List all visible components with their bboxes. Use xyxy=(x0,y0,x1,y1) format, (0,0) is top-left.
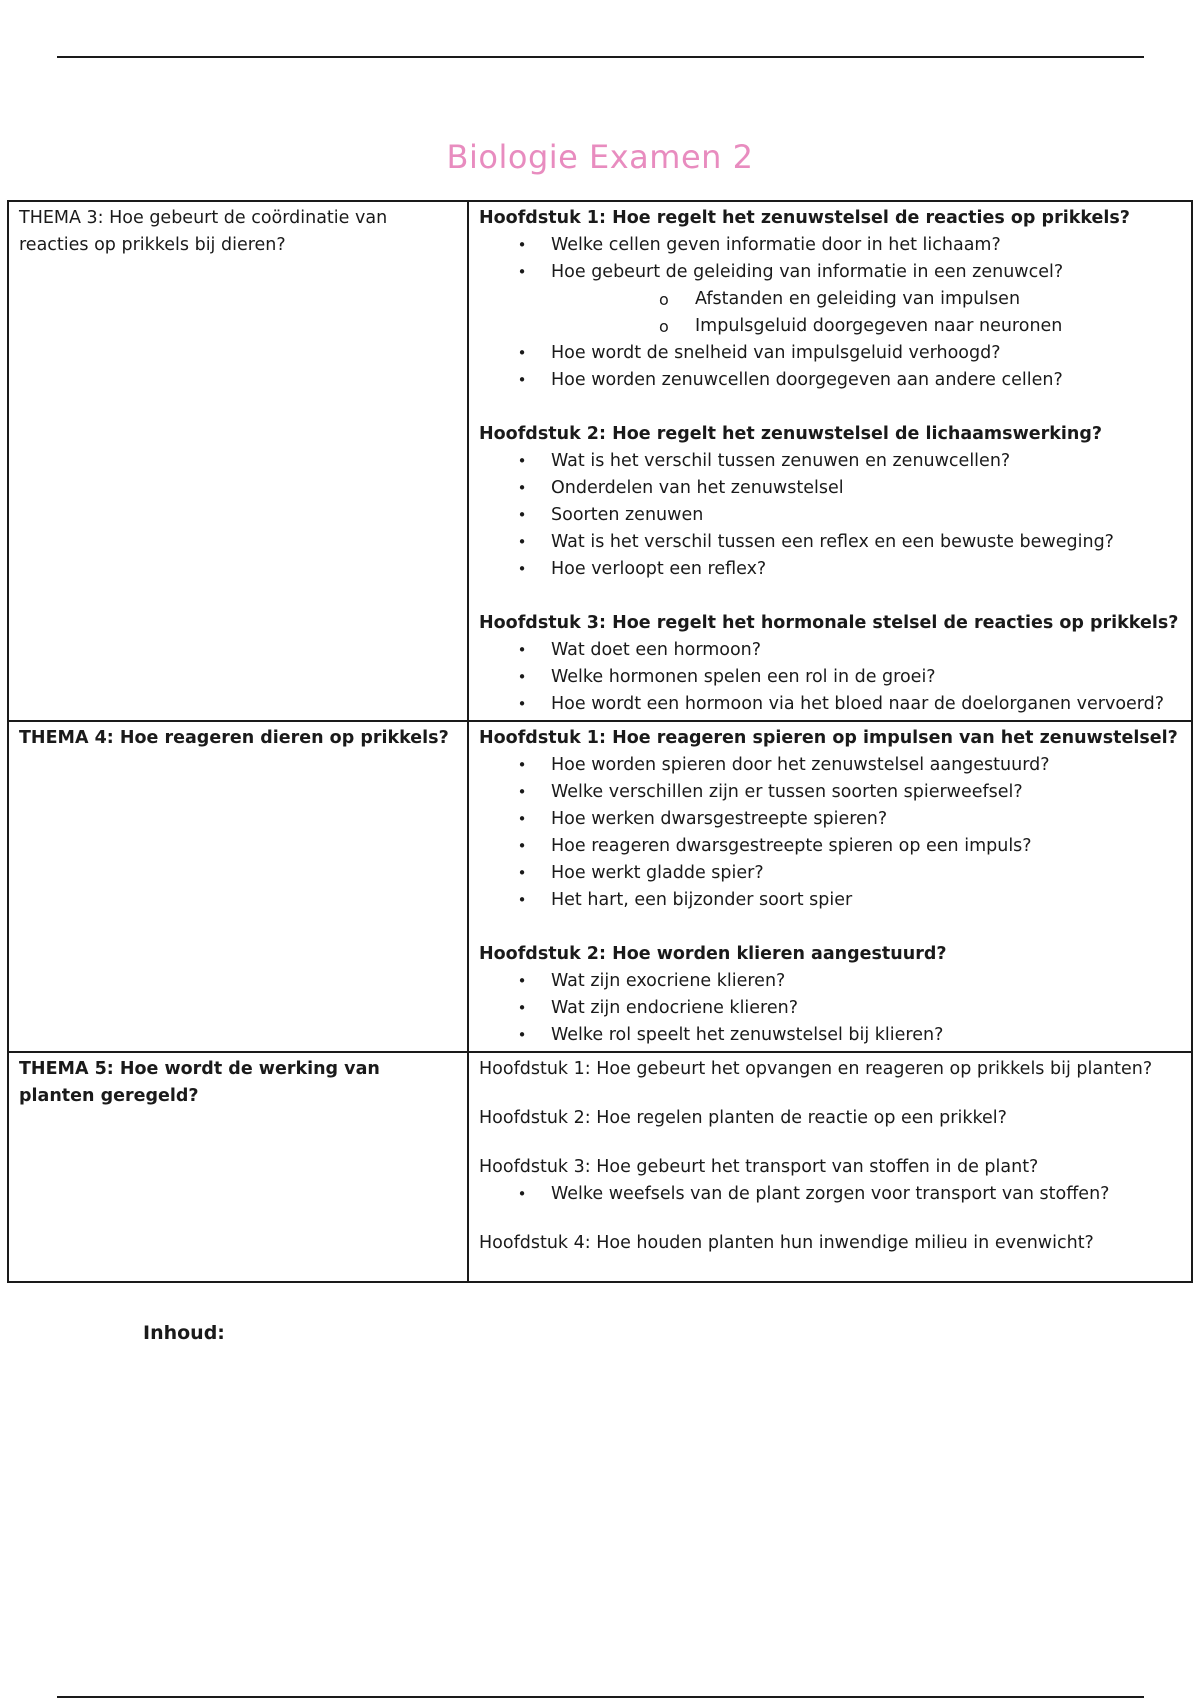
theme-cell xyxy=(8,1052,468,1282)
list-item-text: Hoe worden spieren door het zenuwstelsel aangestuurd? xyxy=(551,755,1050,775)
list-item xyxy=(479,556,1183,583)
contents-table xyxy=(7,200,1193,1283)
list-item-text: Hoe werken dwarsgestreepte spieren? xyxy=(551,809,888,829)
list-item xyxy=(479,448,1183,475)
bullet-icon: • xyxy=(517,668,527,686)
inhoud-label: Inhoud: xyxy=(143,1322,225,1344)
chapter-bullet-list xyxy=(479,448,1183,583)
theme-row xyxy=(8,721,1192,1052)
list-item xyxy=(479,340,1183,367)
list-item-text: Hoe wordt de snelheid van impulsgeluid verhoogd? xyxy=(551,343,1001,363)
bullet-icon: • xyxy=(517,236,527,254)
chapter-block xyxy=(479,941,1183,1049)
list-item xyxy=(479,968,1183,995)
list-item xyxy=(479,475,1183,502)
chapter-title: Hoofdstuk 4: Hoe houden planten hun inwendige milieu in evenwicht? xyxy=(479,1233,1094,1253)
list-item xyxy=(479,833,1183,860)
bottom-rule xyxy=(57,1696,1144,1698)
theme-cell xyxy=(8,201,468,721)
list-item-text: Welke hormonen spelen een rol in de groei? xyxy=(551,667,936,687)
list-item xyxy=(479,259,1183,340)
list-item-text: Wat doet een hormoon? xyxy=(551,640,762,660)
list-item-text: Het hart, een bijzonder soort spier xyxy=(551,890,853,910)
sub-list-item-text: Afstanden en geleiding van impulsen xyxy=(695,289,1021,309)
bullet-icon: • xyxy=(517,560,527,578)
list-item-text: Hoe gebeurt de geleiding van informatie in een zenuwcel? xyxy=(551,262,1064,282)
list-item-text: Onderdelen van het zenuwstelsel xyxy=(551,478,844,498)
theme-cell xyxy=(8,721,468,1052)
list-item xyxy=(479,860,1183,887)
chapter-block xyxy=(479,205,1183,394)
list-item xyxy=(479,752,1183,779)
list-item xyxy=(479,637,1183,664)
bullet-icon: • xyxy=(517,837,527,855)
chapter-block xyxy=(479,1154,1183,1208)
circle-bullet-icon: o xyxy=(659,317,669,336)
list-item-text: Wat zijn exocriene klieren? xyxy=(551,971,786,991)
theme-title: THEMA 4: Hoe reageren dieren op prikkels? xyxy=(19,728,449,748)
list-item-text: Hoe werkt gladde spier? xyxy=(551,863,764,883)
chapter-title: Hoofdstuk 1: Hoe reageren spieren op impulsen van het zenuwstelsel? xyxy=(479,728,1178,748)
sub-list-item xyxy=(551,313,1183,340)
chapter-block xyxy=(479,725,1183,914)
chapter-block xyxy=(479,1056,1183,1083)
chapter-title: Hoofdstuk 3: Hoe gebeurt het transport van stoffen in de plant? xyxy=(479,1157,1039,1177)
bullet-icon: • xyxy=(517,972,527,990)
bullet-icon: • xyxy=(517,263,527,281)
list-item xyxy=(479,887,1183,914)
bullet-icon: • xyxy=(517,479,527,497)
bullet-icon: • xyxy=(517,371,527,389)
list-item-text: Wat is het verschil tussen zenuwen en zenuwcellen? xyxy=(551,451,1011,471)
chapter-title: Hoofdstuk 3: Hoe regelt het hormonale stelsel de reacties op prikkels? xyxy=(479,613,1179,633)
bullet-icon: • xyxy=(517,695,527,713)
list-item xyxy=(479,1181,1183,1208)
list-item-text: Hoe verloopt een reflex? xyxy=(551,559,767,579)
chapter-bullet-list xyxy=(479,1181,1183,1208)
list-item-text: Welke cellen geven informatie door in het lichaam? xyxy=(551,235,1001,255)
list-item xyxy=(479,1022,1183,1049)
chapter-block xyxy=(479,421,1183,583)
list-item-text: Welke weefsels van de plant zorgen voor transport van stoffen? xyxy=(551,1184,1110,1204)
list-item xyxy=(479,367,1183,394)
list-item-text: Welke verschillen zijn er tussen soorten spierweefsel? xyxy=(551,782,1023,802)
top-rule xyxy=(57,56,1144,58)
circle-bullet-icon: o xyxy=(659,290,669,309)
bullet-icon: • xyxy=(517,783,527,801)
chapter-bullet-list xyxy=(479,637,1183,718)
list-item-text: Hoe reageren dwarsgestreepte spieren op een impuls? xyxy=(551,836,1032,856)
bullet-icon: • xyxy=(517,891,527,909)
sub-list-item xyxy=(551,286,1183,313)
theme-row xyxy=(8,1052,1192,1282)
bullet-icon: • xyxy=(517,344,527,362)
list-item xyxy=(479,995,1183,1022)
sub-bullet-list xyxy=(551,286,1183,340)
list-item xyxy=(479,691,1183,718)
chapter-title: Hoofdstuk 1: Hoe regelt het zenuwstelsel de reacties op prikkels? xyxy=(479,208,1130,228)
chapters-cell xyxy=(468,1052,1192,1282)
list-item xyxy=(479,779,1183,806)
theme-title: THEMA 3: Hoe gebeurt de coördinatie van reacties op prikkels bij dieren? xyxy=(19,208,388,255)
bullet-icon: • xyxy=(517,1026,527,1044)
chapter-title: Hoofdstuk 2: Hoe regelt het zenuwstelsel de lichaamswerking? xyxy=(479,424,1103,444)
list-item xyxy=(479,529,1183,556)
bullet-icon: • xyxy=(517,641,527,659)
bullet-icon: • xyxy=(517,810,527,828)
chapter-bullet-list xyxy=(479,232,1183,394)
list-item xyxy=(479,502,1183,529)
list-item-text: Welke rol speelt het zenuwstelsel bij klieren? xyxy=(551,1025,944,1045)
list-item-text: Hoe worden zenuwcellen doorgegeven aan andere cellen? xyxy=(551,370,1063,390)
list-item-text: Wat zijn endocriene klieren? xyxy=(551,998,799,1018)
chapter-block xyxy=(479,1230,1183,1257)
bullet-icon: • xyxy=(517,864,527,882)
theme-title: THEMA 5: Hoe wordt de werking van planten geregeld? xyxy=(19,1059,380,1106)
list-item-text: Wat is het verschil tussen een reflex en een bewuste beweging? xyxy=(551,532,1114,552)
list-item xyxy=(479,232,1183,259)
list-item xyxy=(479,806,1183,833)
bullet-icon: • xyxy=(517,452,527,470)
page-title: Biologie Examen 2 xyxy=(446,138,754,176)
chapter-block xyxy=(479,1105,1183,1132)
list-item-text: Hoe wordt een hormoon via het bloed naar de doelorganen vervoerd? xyxy=(551,694,1165,714)
list-item-text: Soorten zenuwen xyxy=(551,505,704,525)
chapter-bullet-list xyxy=(479,968,1183,1049)
chapter-title: Hoofdstuk 1: Hoe gebeurt het opvangen en reageren op prikkels bij planten? xyxy=(479,1059,1153,1079)
theme-row xyxy=(8,201,1192,721)
chapters-cell xyxy=(468,201,1192,721)
contents-table-body xyxy=(8,201,1192,1282)
bullet-icon: • xyxy=(517,533,527,551)
bullet-icon: • xyxy=(517,756,527,774)
chapter-block xyxy=(479,610,1183,718)
bullet-icon: • xyxy=(517,506,527,524)
chapter-bullet-list xyxy=(479,752,1183,914)
chapter-title: Hoofdstuk 2: Hoe regelen planten de reactie op een prikkel? xyxy=(479,1108,1007,1128)
bullet-icon: • xyxy=(517,1185,527,1203)
bullet-icon: • xyxy=(517,999,527,1017)
list-item xyxy=(479,664,1183,691)
sub-list-item-text: Impulsgeluid doorgegeven naar neuronen xyxy=(695,316,1063,336)
chapter-title: Hoofdstuk 2: Hoe worden klieren aangestuurd? xyxy=(479,944,947,964)
chapters-cell xyxy=(468,721,1192,1052)
